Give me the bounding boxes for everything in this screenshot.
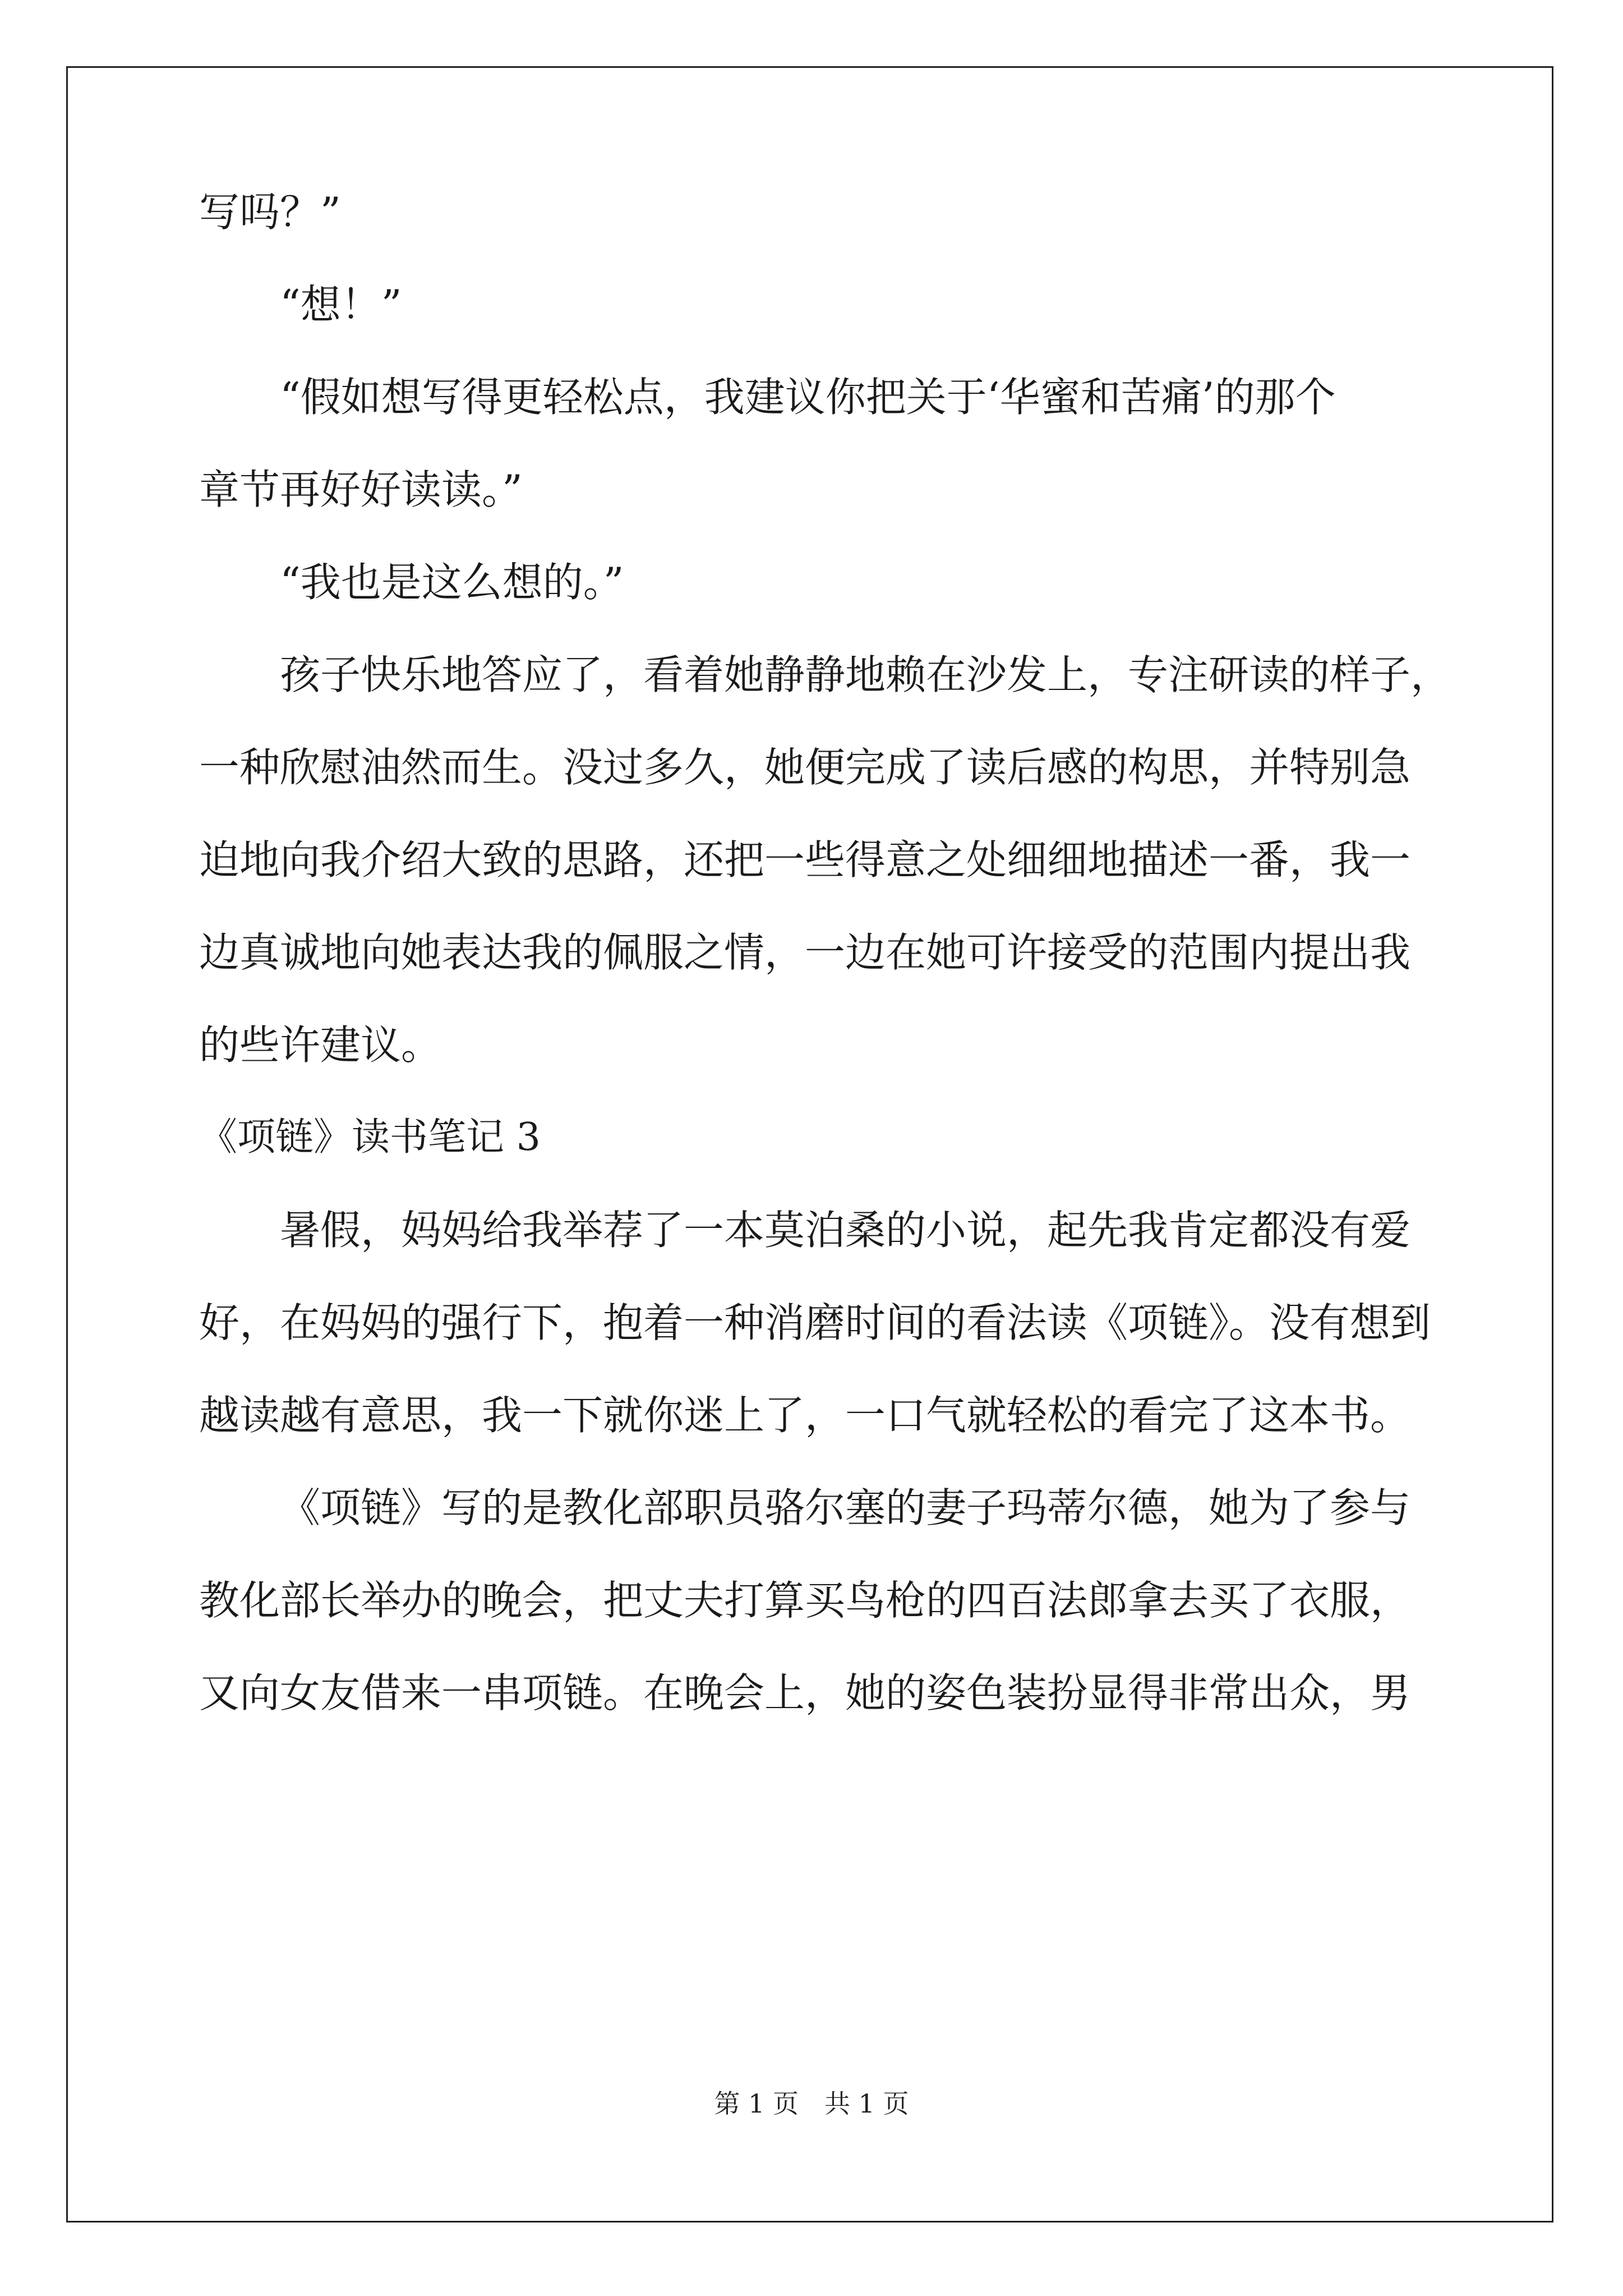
text-line: 孩子快乐地答应了，看着她静静地赖在沙发上，专注研读的样子， xyxy=(280,651,1451,698)
text-line: 又向女友借来一串项链。在晚会上，她的姿色装扮显得非常出众，男 xyxy=(199,1669,1411,1717)
text-line: 暑假，妈妈给我举荐了一本莫泊桑的小说，起先我肯定都没有爱 xyxy=(280,1207,1411,1254)
text-line: 写吗？” xyxy=(199,188,341,236)
text-line: 好，在妈妈的强行下，抱着一种消磨时间的看法读《项链》。没有想到 xyxy=(199,1299,1431,1346)
text-line: 教化部长举办的晚会，把丈夫打算买鸟枪的四百法郎拿去买了衣服， xyxy=(199,1577,1411,1624)
text-line: 越读越有意思，我一下就你迷上了，一口气就轻松的看完了这本书。 xyxy=(199,1392,1411,1439)
text-line: “我也是这么想的。” xyxy=(280,559,624,606)
text-line: 章节再好好读读。” xyxy=(199,466,523,513)
text-line: 的些许建议。 xyxy=(199,1022,442,1069)
text-line: 《项链》写的是教化部职员骆尔塞的妻子玛蒂尔德，她为了参与 xyxy=(280,1484,1411,1531)
text-line: 边真诚地向她表达我的佩服之情，一边在她可许接受的范围内提出我 xyxy=(199,929,1411,976)
text-line: “想！” xyxy=(280,281,402,328)
section-heading: 《项链》读书笔记 3 xyxy=(199,1115,541,1159)
text-line: “假如想写得更轻松点，我建议你把关于‘华蜜和苦痛’的那个 xyxy=(280,374,1336,421)
page-footer: 第 1 页 共 1 页 xyxy=(714,2088,909,2119)
text-line: 迫地向我介绍大致的思路，还把一些得意之处细细地描述一番，我一 xyxy=(199,836,1411,884)
text-line: 一种欣慰油然而生。没过多久，她便完成了读后感的构思，并特别急 xyxy=(199,744,1411,791)
